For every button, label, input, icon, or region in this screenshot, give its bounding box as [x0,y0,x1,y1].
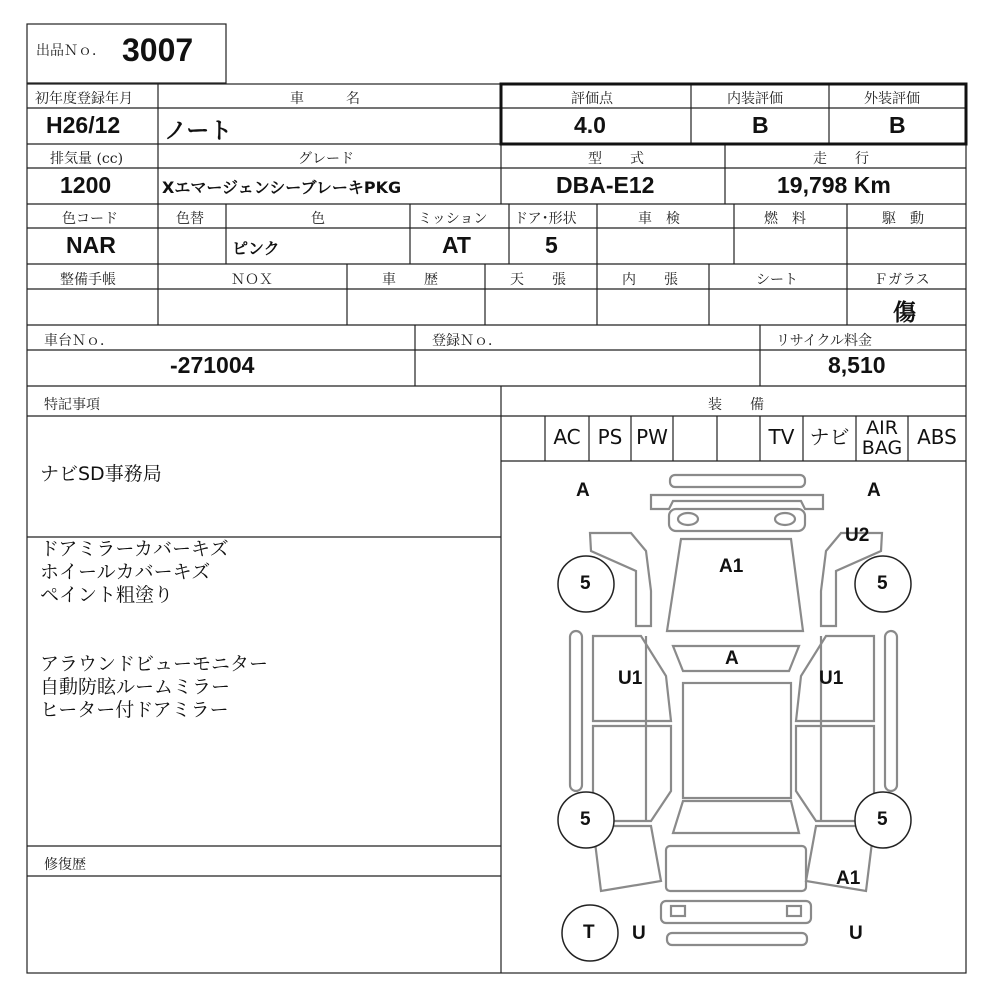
equipment-pw: PW [636,425,668,449]
repaint-label: 色替 [176,211,204,227]
hood [667,539,803,631]
note-navi: ナビSD事務局 [40,463,162,485]
chassis-no-value: -271004 [170,352,255,378]
left-side-sill [570,631,582,791]
front-bumper [651,495,823,509]
interior-trim-label: 内 張 [622,272,678,288]
color-code-value: NAR [66,232,116,258]
model-label: 型 式 [588,151,644,167]
interior-grade-label: 内装評価 [727,91,783,107]
equipment-abs: ABS [917,425,957,449]
equipment-label: 装 備 [708,397,764,413]
mark-tire-front-right: 5 [877,573,888,594]
mark-front-left: A [576,480,590,501]
mileage-label: 走 行 [813,151,869,167]
note-line: ドアミラーカバーキズ [40,538,229,560]
nox-label: ＮＯＸ [231,272,273,288]
mark-right-front-fender: U2 [845,525,870,546]
exterior-grade-label: 外装評価 [864,91,920,107]
color-code-label: 色コード [62,211,118,227]
front-glass-label: Ｆガラス [874,272,930,288]
mark-tire-rear-right: 5 [877,809,888,830]
mark-right-side: U1 [819,668,844,689]
mark-front-right: A [867,480,881,501]
recycle-fee-value: 8,510 [828,352,886,378]
drive-label: 駆 動 [882,211,924,227]
notes-block-damage [40,538,229,607]
mission-value: AT [442,232,471,258]
inspection-label: 車 検 [638,211,680,227]
door-label: ドア･形状 [514,211,577,227]
mark-left-side: U1 [618,668,643,689]
roof-lining-label: 天 張 [510,272,566,288]
front-bumper-bar [670,475,805,487]
mark-rear-left: U [632,923,646,944]
car-history-label: 車 歴 [382,272,438,288]
mark-rear-bumper-right: A1 [836,868,861,889]
rear-bumper-bar [667,933,807,945]
car-name-value: ノート [164,117,233,143]
mark-spare-tire: T [583,922,595,943]
grade-label: グレード [298,151,354,167]
grade-value: XエマージェンシーブレーキPKG [162,178,402,197]
exhibit-number: 3007 [122,32,194,68]
exhibit-label: 出品Ｎｏ． [36,43,106,59]
note-line: ヒーター付ドアミラー [40,699,229,721]
seat-label: シート [756,272,798,288]
first-registration-value: H26/12 [46,112,121,138]
front-glass-value: 傷 [893,299,916,325]
mark-hood: A1 [719,556,744,577]
color-value: ピンク [232,239,280,258]
rear-bumper [661,901,811,923]
mark-tire-front-left: 5 [580,573,591,594]
equipment-airbag: AIR BAG [861,417,903,459]
mileage-value: 19,798 Km [777,172,891,198]
chassis-no-label: 車台Ｎｏ． [44,333,114,349]
mark-rear-right: U [849,923,863,944]
repair-history-label: 修復歴 [44,857,86,873]
tailgate [666,846,806,891]
car-name-label: 車 名 [290,91,360,107]
interior-grade-value: B [752,112,769,138]
mark-roof: A [725,648,739,669]
exterior-grade-value: B [889,112,906,138]
rear-window [673,801,799,833]
mark-tire-rear-left: 5 [580,809,591,830]
maintenance-book-label: 整備手帳 [60,272,116,288]
note-line: 自動防眩ルームミラー [40,676,231,698]
roof [683,683,791,798]
model-value: DBA-E12 [556,172,655,198]
mission-label: ミッション [418,211,488,227]
note-line: ホイールカバーキズ [40,561,211,583]
color-label: 色 [311,211,325,227]
note-line: ペイント粗塗り [40,584,174,606]
equipment-navi: ナビ [809,425,850,449]
notes-block-options [40,653,268,722]
right-side-sill [885,631,897,791]
special-notes-label: 特記事項 [44,397,100,413]
equipment-ps: PS [597,425,623,449]
fuel-label: 燃 料 [764,211,806,227]
door-value: 5 [545,232,558,258]
displacement-value: 1200 [60,172,112,198]
note-line: アラウンドビューモニター [40,653,269,675]
displacement-label: 排気量 (cc) [50,151,124,167]
registration-no-label: 登録Ｎｏ． [432,333,502,349]
first-registration-label: 初年度登録年月 [35,91,133,107]
car-condition-diagram [501,461,966,973]
score-value: 4.0 [574,112,606,138]
equipment-tv: TV [768,425,795,449]
score-label: 評価点 [571,91,613,107]
equipment-ac: AC [553,425,581,449]
recycle-fee-label: リサイクル料金 [776,333,873,349]
